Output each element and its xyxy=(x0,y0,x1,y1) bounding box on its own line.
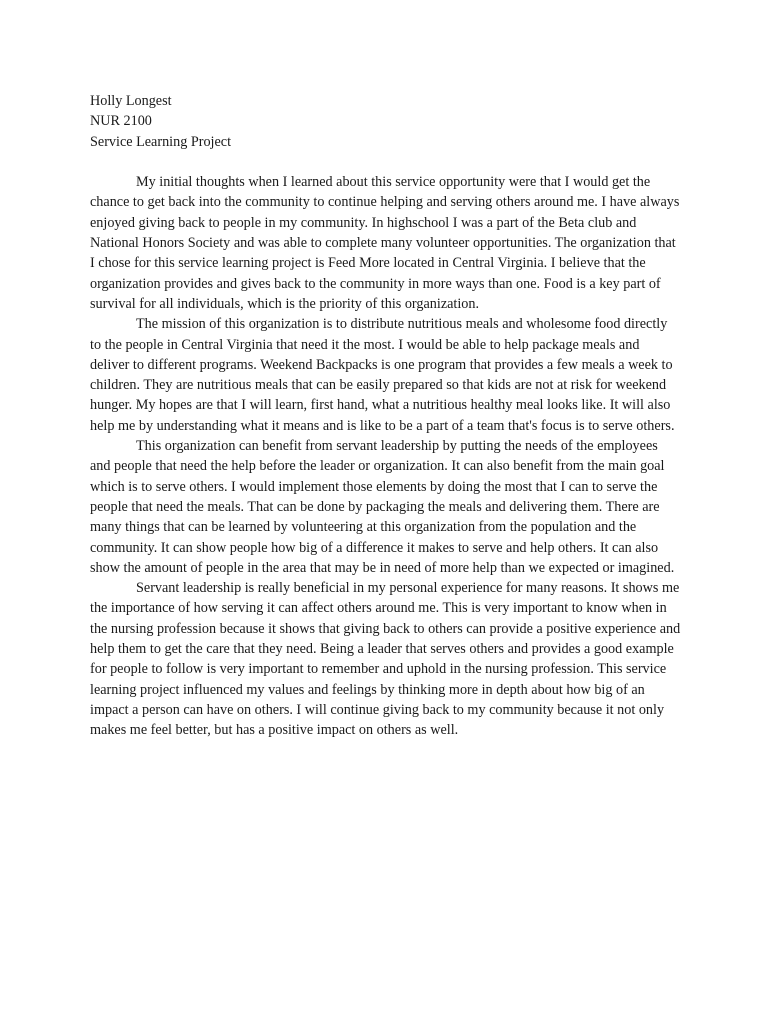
paragraph-4: Servant leadership is really beneficial in my personal experience for many reasons. It shows me the importance of how serving it can affect others around me. This is very important to know when in the nursing profession because it shows that giving back to others can provide a positive experience and help them to get the care that they need. Being a leader that serves others and provides a good example for people to follow is very important to remember and uphold in the nursing profession. This service learning project influenced my values and feelings by thinking more in depth about how big of an impact a person can have on others. I will continue giving back to my community because it not only makes me feel better, but has a positive impact on others as well. xyxy=(90,580,681,739)
author-name: Holly Longest xyxy=(90,93,172,109)
course-code: NUR 2100 xyxy=(90,113,152,130)
document-title: Service Learning Project xyxy=(90,133,232,150)
header-spacer xyxy=(90,152,681,172)
paragraph-3: This organization can benefit from servant leadership by putting the needs of the employees and people that need the help before the leader or organization. It can also benefit from the main goal which is to serve others. I would implement those elements by doing the most that I can to serve the people that need the meals. That can be done by packaging the meals and delivering them. There are many things that can be learned by volunteering at this organization from the population and the community. It can show people how big of a difference it makes to serve and help others. It can also show the amount of people in the area that may be in need of more help than we expected or imagined. xyxy=(90,438,675,576)
document-body xyxy=(90,91,681,741)
paragraph-2: The mission of this organization is to distribute nutritious meals and wholesome food directly to the people in Central Virginia that need it the most. I would be able to help package meals and deliver to different programs. Weekend Backpacks is one program that provides a few meals a week to children. They are nutritious meals that can be easily prepared so that kids are not at risk for weekend hunger. My hopes are that I will learn, first hand, what a nutritious healthy meal looks like. It will also help me by understanding what it means and is like to be a part of a team that's focus is to serve others. xyxy=(90,316,675,434)
paragraph-1: My initial thoughts when I learned about this service opportunity were that I would get the chance to get back into the community to continue helping and serving others around me. I have always enjoyed giving back to people in my community. In highschool I was a part of the Beta club and National Honors Society and was able to complete many volunteer opportunities. The organization that I chose for this service learning project is Feed More located in Central Virginia. I believe that the organization provides and gives back to the community in more ways than one. Food is a key part of survival for all individuals, which is the priority of this organization. xyxy=(90,174,680,312)
